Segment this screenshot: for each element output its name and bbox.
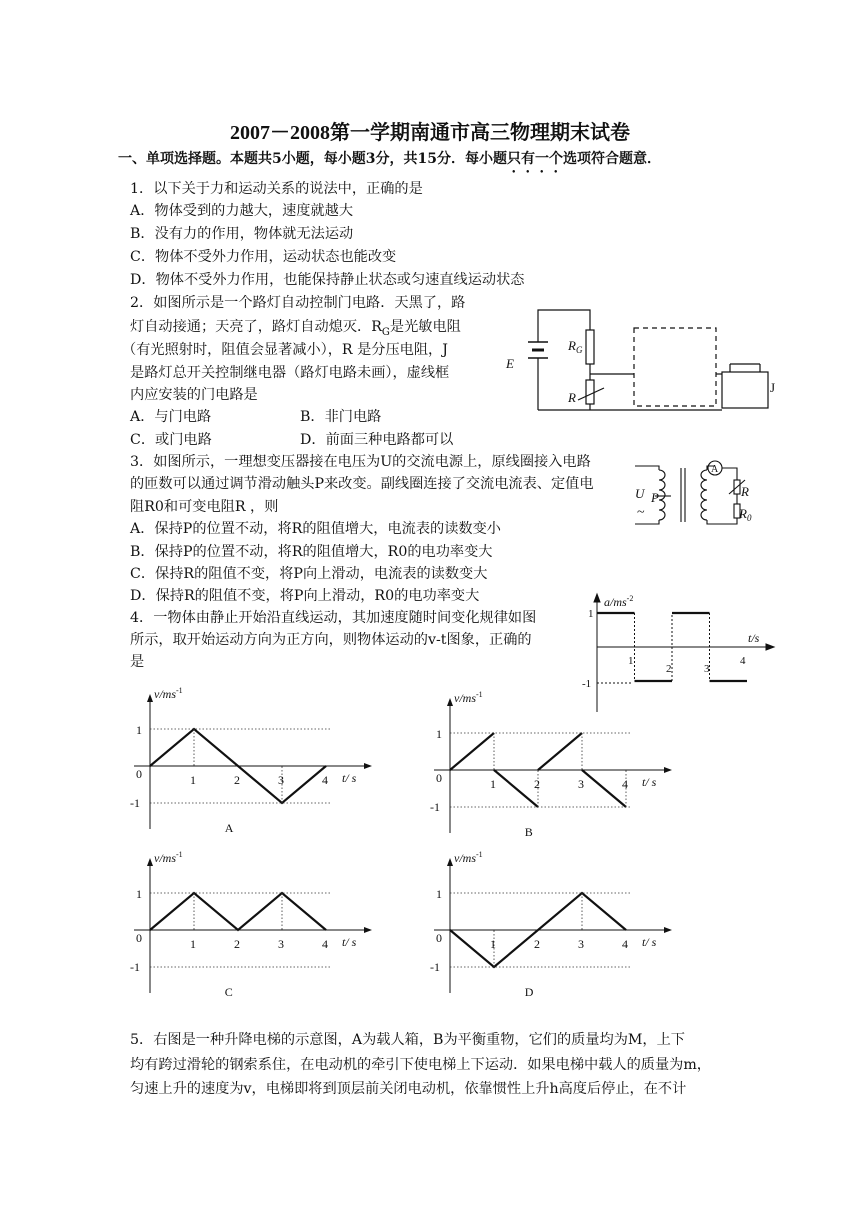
vt-series-line xyxy=(582,770,626,807)
q2-fig-label-r: R xyxy=(568,390,576,405)
q3-fig-label-tilde: ~ xyxy=(637,505,645,520)
vt-xlabel: t/ s xyxy=(642,775,657,789)
vt-xtick-3: 3 xyxy=(578,777,584,791)
vt-ytick-pos: 1 xyxy=(136,723,142,737)
vt-xtick-2: 2 xyxy=(534,937,540,951)
vt-xlabel: t/ s xyxy=(642,935,657,949)
vt-xlabel: t/ s xyxy=(342,935,357,949)
vt-xtick-1: 1 xyxy=(490,937,496,951)
q1-option-a: A．物体受到的力越大，速度就越大 xyxy=(130,203,354,219)
q2-option-d: D．前面三种电路都可以 xyxy=(300,432,454,448)
q1-option-b: B．没有力的作用，物体就无法运动 xyxy=(130,226,354,242)
at-xlabel: t/s xyxy=(748,631,760,645)
q3-line-1: 3．如图所示，一理想变压器接在电压为U的交流电源上，原线圈接入电路 xyxy=(130,454,591,470)
q3-fig-ammeter: A xyxy=(711,464,719,475)
q2-line-2-tail: 是光敏电阻 xyxy=(389,319,461,335)
q3-option-c: C．保持R的阻值不变，将P向上滑动，电流表的读数变大 xyxy=(130,566,488,582)
vt-xtick-4: 4 xyxy=(622,777,628,791)
q2-line-4: 是路灯总开关控制继电器（路灯电路未画），虚线框 xyxy=(130,365,450,381)
q3-transformer-figure xyxy=(625,458,755,528)
at-ytick-pos: 1 xyxy=(588,608,594,620)
x-axis-arrow xyxy=(364,927,372,933)
vt-ylabel: $v/ms^{-1}$ xyxy=(454,850,483,865)
vt-xlabel: t/ s xyxy=(342,771,357,785)
vt-ytick-pos: 1 xyxy=(436,887,442,901)
y-axis-arrow xyxy=(147,858,153,866)
q4-line-3: 是 xyxy=(130,654,145,670)
vt-graph-c xyxy=(120,850,380,1005)
at-xtick-2: 2 xyxy=(666,663,672,675)
vt-graph-b xyxy=(420,690,680,840)
y-axis-arrow xyxy=(447,698,453,706)
q2-fig-label-rg: $R_G$ xyxy=(568,338,583,355)
q5-line-2: 均有跨过滑轮的钢索系住，在电动机的牵引下使电梯上下运动．如果电梯中载人的质量为m， xyxy=(130,1057,711,1073)
q4-line-2: 所示，取开始运动方向为正方向，则物体运动的v-t图象，正确的 xyxy=(130,632,532,648)
vt-series-line xyxy=(538,733,582,770)
vt-xtick-3: 3 xyxy=(278,773,284,787)
at-xtick-3: 3 xyxy=(704,663,710,675)
section-heading-part-a: 一、单项选择题。本题共5小题，每小题3分，共15分．每小题 xyxy=(118,151,507,167)
vt-xtick-1: 1 xyxy=(490,777,496,791)
q2-fig-label-j: J xyxy=(770,380,776,395)
q2-line-5: 内应安装的门电路是 xyxy=(130,387,258,403)
q5-line-1: 5．右图是一种升降电梯的示意图，A为载人箱，B为平衡重物，它们的质量均为M，上下 xyxy=(130,1032,685,1048)
q2-circuit-figure xyxy=(500,300,790,420)
vt-graph-name: B xyxy=(524,825,533,839)
q3-fig-label-r: R xyxy=(741,484,749,499)
vt-series-line xyxy=(494,770,538,807)
q3-fig-label-r0: $R_0$ xyxy=(739,506,752,523)
q5-line-3: 匀速上升的速度为v，电梯即将到顶层前关闭电动机，依靠惯性上升h高度后停止，在不计 xyxy=(130,1081,687,1097)
q4-line-1: 4．一物体由静止开始沿直线运动，其加速度随时间变化规律如图 xyxy=(130,610,537,626)
vt-graph-d xyxy=(420,850,680,999)
at-ylabel: $a/ms^{-2}$ xyxy=(604,594,634,609)
vt-xtick-4: 4 xyxy=(322,937,328,951)
vt-xtick-1: 1 xyxy=(190,773,196,787)
vt-xtick-2: 2 xyxy=(534,777,540,791)
q3-option-b: B．保持P的位置不动，将R的阻值增大，R0的电功率变大 xyxy=(130,544,493,560)
vt-series-line xyxy=(450,733,494,770)
vt-xtick-3: 3 xyxy=(578,937,584,951)
vt-origin: 0 xyxy=(436,931,442,945)
q1-option-c: C．物体不受外力作用，运动状态也能改变 xyxy=(130,249,397,265)
q2-fig-label-e: E xyxy=(506,356,514,371)
vt-ylabel: $v/ms^{-1}$ xyxy=(154,686,183,701)
q2-line-2-text: 灯自动接通；天亮了，路灯自动熄灭．R xyxy=(130,319,382,335)
vt-graph-a xyxy=(120,686,357,836)
q2-option-a: A．与门电路 xyxy=(130,409,212,425)
section-heading xyxy=(118,148,661,176)
vt-graph-name: C xyxy=(224,985,233,999)
vt-xtick-3: 3 xyxy=(278,937,284,951)
vt-xtick-2: 2 xyxy=(234,773,240,787)
vt-xtick-2: 2 xyxy=(234,937,240,951)
q1-stem: 1．以下关于力和运动关系的说法中，正确的是 xyxy=(130,181,423,197)
x-axis-arrow xyxy=(664,767,672,773)
at-ytick-neg: -1 xyxy=(582,678,592,690)
vt-ylabel: $v/ms^{-1}$ xyxy=(454,690,483,705)
vt-origin: 0 xyxy=(136,931,142,945)
q3-line-3: 阻R0和可变电阻R ，则 xyxy=(130,499,279,515)
q2-option-b: B．非门电路 xyxy=(300,409,382,425)
q2-line-3: （有光照射时，阻值会显著减小），R 是分压电阻，J xyxy=(122,342,448,358)
vt-ytick-pos: 1 xyxy=(436,727,442,741)
vt-graph-name: A xyxy=(224,821,234,835)
at-xtick-1: 1 xyxy=(628,655,634,667)
vt-ytick-neg: -1 xyxy=(130,960,140,974)
vt-xtick-1: 1 xyxy=(190,937,196,951)
x-axis-arrow xyxy=(664,927,672,933)
q3-fig-label-p: P xyxy=(651,490,659,505)
vt-origin: 0 xyxy=(436,771,442,785)
vt-xtick-4: 4 xyxy=(622,937,628,951)
x-axis-arrow xyxy=(364,763,372,769)
vt-xtick-4: 4 xyxy=(322,773,328,787)
q3-option-d: D．保持R的阻值不变，将P向上滑动，R0的电功率变大 xyxy=(130,588,480,604)
vt-ylabel: $v/ms^{-1}$ xyxy=(154,850,183,865)
y-axis-arrow xyxy=(447,858,453,866)
q3-option-a: A．保持P的位置不动，将R的阻值增大，电流表的读数变小 xyxy=(130,521,501,537)
section-heading-part-b: 选项符合题意． xyxy=(562,151,661,167)
q3-fig-label-u: U xyxy=(635,486,645,501)
at-xtick-4: 4 xyxy=(740,655,746,667)
q2-option-c: C．或门电路 xyxy=(130,432,212,448)
section-heading-emphasis: 只有一个 xyxy=(506,151,563,167)
vt-ytick-neg: -1 xyxy=(430,960,440,974)
vt-ytick-pos: 1 xyxy=(136,887,142,901)
y-axis-arrow xyxy=(147,694,153,702)
page-title: 2007－2008第一学期南通市高三物理期末试卷 xyxy=(230,122,630,144)
vt-origin: 0 xyxy=(136,767,142,781)
vt-series-line xyxy=(150,893,326,930)
vt-ytick-neg: -1 xyxy=(130,796,140,810)
q1-option-d: D．物体不受外力作用，也能保持静止状态或匀速直线运动状态 xyxy=(130,272,525,288)
vt-graph-name: D xyxy=(524,985,534,999)
q2-line-1: 2．如图所示是一个路灯自动控制门电路．天黑了，路 xyxy=(130,295,466,311)
vt-ytick-neg: -1 xyxy=(430,800,440,814)
q3-line-2: 的匝数可以通过调节滑动触头P来改变。副线圈连接了交流电流表、定值电 xyxy=(130,476,594,492)
q2-line-2-sub: G xyxy=(381,326,390,338)
